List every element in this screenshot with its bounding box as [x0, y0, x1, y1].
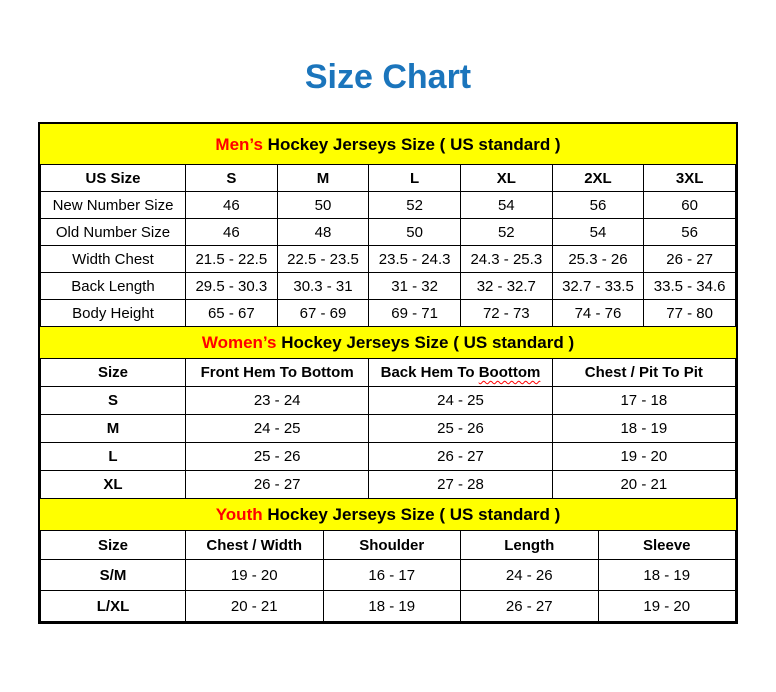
size-value: 48 [277, 219, 369, 246]
size-value: 74 - 76 [552, 300, 644, 327]
row-label: S [41, 387, 186, 415]
size-value: 52 [369, 192, 461, 219]
row-label: L/XL [41, 591, 186, 622]
page-title: Size Chart [304, 58, 472, 96]
size-value: 24 - 26 [461, 560, 599, 591]
size-value: 25 - 26 [186, 443, 369, 471]
youth-header-text: Hockey Jerseys Size ( US standard ) [262, 505, 561, 524]
youth-section-header [40, 499, 736, 530]
size-value: 20 - 21 [186, 591, 324, 622]
size-value: 56 [644, 219, 736, 246]
row-label: Old Number Size [41, 219, 186, 246]
row-label: New Number Size [41, 192, 186, 219]
table-row [41, 300, 736, 327]
column-header: L [369, 165, 461, 192]
table-row [41, 415, 736, 443]
size-value: 26 - 27 [186, 471, 369, 499]
size-value: 19 - 20 [598, 591, 736, 622]
column-header-text: Back Hem To [380, 364, 479, 381]
row-label: Width Chest [41, 246, 186, 273]
table-row [41, 443, 736, 471]
table-row [41, 219, 736, 246]
youth-section [40, 499, 736, 622]
column-header: M [277, 165, 369, 192]
column-header: XL [460, 165, 552, 192]
row-label: M [41, 415, 186, 443]
mens-section-header [40, 124, 736, 164]
size-value: 46 [186, 219, 278, 246]
table-row [41, 273, 736, 300]
table-row [41, 591, 736, 622]
womens-keyword: Women’s [201, 333, 277, 352]
row-label: L [41, 443, 186, 471]
table-row [41, 387, 736, 415]
column-header: S [186, 165, 278, 192]
womens-header-text: Hockey Jerseys Size ( US standard ) [276, 333, 575, 352]
size-value: 25.3 - 26 [552, 246, 644, 273]
table-row [41, 471, 736, 499]
column-header: Chest / Width [186, 531, 324, 560]
size-value: 50 [277, 192, 369, 219]
size-value: 50 [369, 219, 461, 246]
size-value: 26 - 27 [369, 443, 552, 471]
size-value: 18 - 19 [323, 591, 461, 622]
column-header: Size [41, 531, 186, 560]
size-value: 24 - 25 [186, 415, 369, 443]
column-header: US Size [41, 165, 186, 192]
row-label: XL [41, 471, 186, 499]
column-header: Chest / Pit To Pit [552, 359, 735, 387]
size-value: 46 [186, 192, 278, 219]
size-value: 33.5 - 34.6 [644, 273, 736, 300]
size-value: 19 - 20 [552, 443, 735, 471]
size-value: 27 - 28 [369, 471, 552, 499]
size-value: 18 - 19 [598, 560, 736, 591]
size-value: 23 - 24 [186, 387, 369, 415]
size-value: 17 - 18 [552, 387, 735, 415]
size-value: 72 - 73 [460, 300, 552, 327]
size-value: 22.5 - 23.5 [277, 246, 369, 273]
mens-keyword: Men’s [215, 134, 263, 154]
size-value: 60 [644, 192, 736, 219]
womens-size-table [40, 358, 736, 499]
size-value: 20 - 21 [552, 471, 735, 499]
size-value: 26 - 27 [644, 246, 736, 273]
size-value: 54 [460, 192, 552, 219]
misspelled-word: Boottom [478, 364, 541, 381]
header-row [41, 531, 736, 560]
row-label: S/M [41, 560, 186, 591]
size-value: 24 - 25 [369, 387, 552, 415]
womens-section-header [40, 327, 736, 358]
size-value: 19 - 20 [186, 560, 324, 591]
size-value: 56 [552, 192, 644, 219]
mens-size-table [40, 164, 736, 327]
size-value: 54 [552, 219, 644, 246]
column-header: Front Hem To Bottom [186, 359, 369, 387]
mens-section [40, 124, 736, 327]
table-row [41, 192, 736, 219]
size-value: 67 - 69 [277, 300, 369, 327]
column-header: 2XL [552, 165, 644, 192]
size-chart [38, 122, 738, 624]
size-value: 21.5 - 22.5 [186, 246, 278, 273]
column-header: Length [461, 531, 599, 560]
youth-size-table [40, 530, 736, 622]
size-value: 65 - 67 [186, 300, 278, 327]
header-row [41, 165, 736, 192]
size-value: 29.5 - 30.3 [186, 273, 278, 300]
size-value: 32.7 - 33.5 [552, 273, 644, 300]
column-header: Sleeve [598, 531, 736, 560]
header-row [41, 359, 736, 387]
column-header: Size [41, 359, 186, 387]
table-row [41, 560, 736, 591]
size-value: 32 - 32.7 [460, 273, 552, 300]
row-label: Body Height [41, 300, 186, 327]
size-value: 16 - 17 [323, 560, 461, 591]
mens-header-text: Hockey Jerseys Size ( US standard ) [262, 134, 561, 154]
column-header: Shoulder [323, 531, 461, 560]
size-value: 24.3 - 25.3 [460, 246, 552, 273]
size-value: 23.5 - 24.3 [369, 246, 461, 273]
size-value: 52 [460, 219, 552, 246]
size-value: 25 - 26 [369, 415, 552, 443]
size-value: 18 - 19 [552, 415, 735, 443]
table-row [41, 246, 736, 273]
youth-keyword: Youth [215, 505, 263, 524]
size-value: 69 - 71 [369, 300, 461, 327]
row-label: Back Length [41, 273, 186, 300]
column-header [369, 359, 552, 387]
column-header: 3XL [644, 165, 736, 192]
size-value: 31 - 32 [369, 273, 461, 300]
size-value: 77 - 80 [644, 300, 736, 327]
womens-section [40, 327, 736, 499]
size-value: 30.3 - 31 [277, 273, 369, 300]
size-value: 26 - 27 [461, 591, 599, 622]
